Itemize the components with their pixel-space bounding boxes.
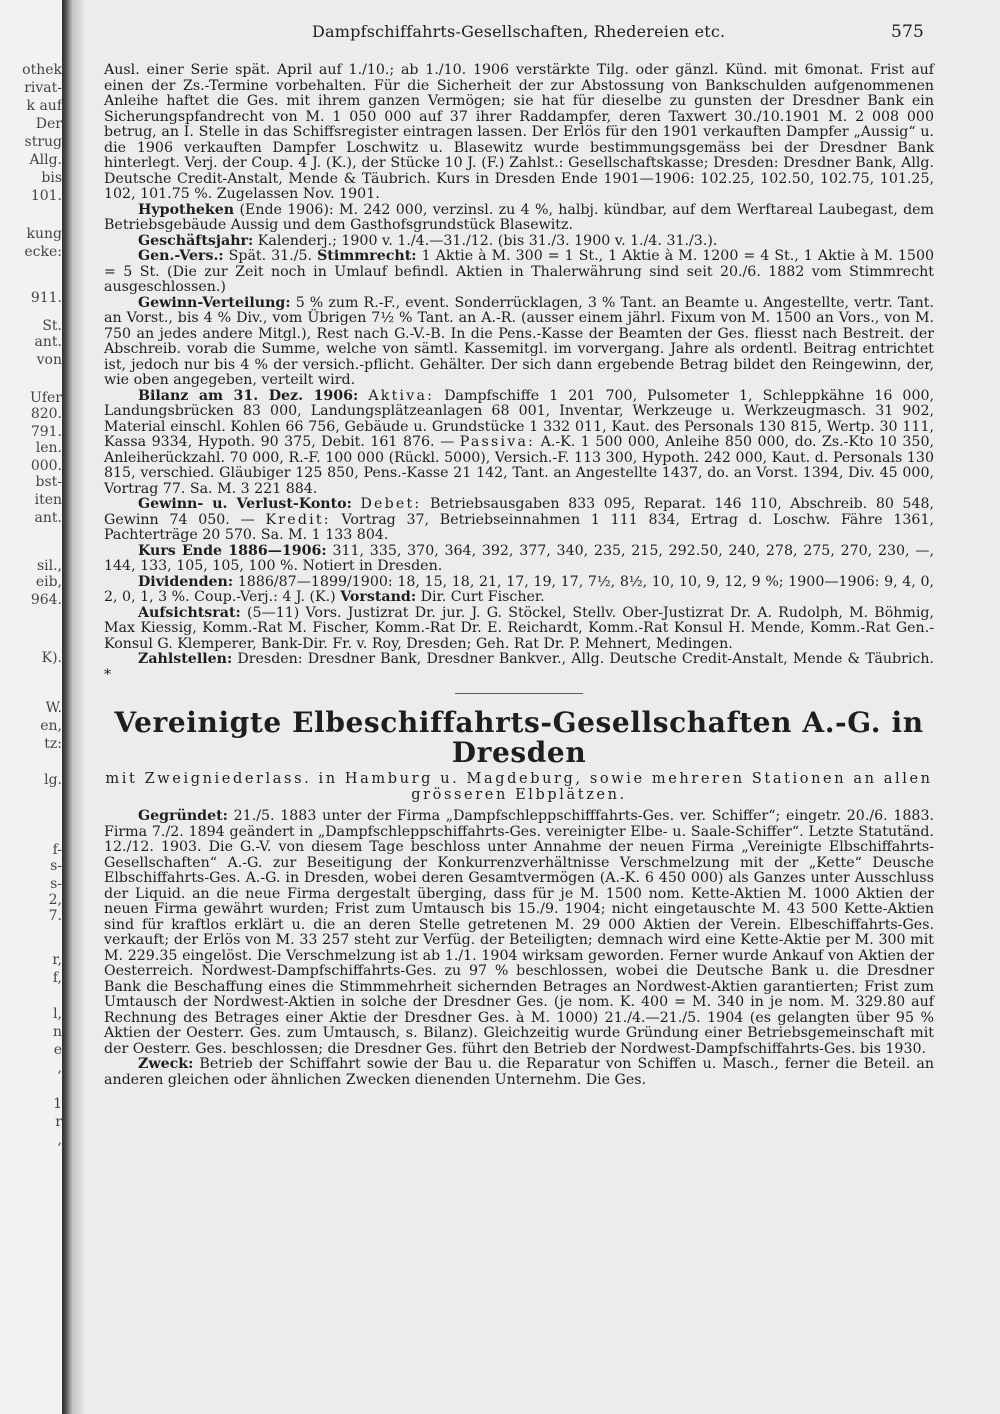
- bilanz-passiva-label: Passiva:: [459, 434, 536, 450]
- zahlstellen-text: Dresden: Dresdner Bank, Dresdner Bankver., Allg. Deutsche Credit-Anstalt, Mende & Täubrich. *: [104, 651, 934, 683]
- margin-fragment: 820.: [30, 406, 62, 422]
- bilanz-aktiva-label: Aktiva:: [368, 387, 435, 404]
- hypotheken-text: (Ende 1906): M. 242 000, verzinsl. zu 4 %, halbj. kündbar, auf dem Werftareal Laubegast, dem Betriebsgebäude Aussig und dem Gasthofsgrundstück Blasewitz.: [104, 201, 934, 233]
- margin-fragment: 911.: [30, 290, 62, 306]
- margin-fragment: tz:: [44, 736, 62, 752]
- zahlstellen-label: Zahlstellen:: [138, 651, 233, 667]
- bilanz-passiva-text: A.-K. 1 500 000, Anleihe 850 000, do. Zs.-Kto 10 350, Anleiherückzahl. 70 000, R.-F. 100 000 (Rückl. 5000), Versich.-F. 113 300, Hypoth. 242 000, Kaut. d. Personals 130 815, verschied. Gläubiger 125 850, Pens.-Kasse 21 142, Tant. an Angestellte 1437, do. an Vorst. 1394, Div. 45 000, Vortrag 77. Sa. M. 3 221 884.: [104, 434, 934, 497]
- margin-fragment: Ufer: [30, 390, 62, 406]
- stimmrecht-label: Stimmrecht:: [317, 248, 417, 264]
- margin-fragment: ,: [57, 1060, 62, 1076]
- margin-fragment: Der: [35, 116, 62, 132]
- page: [104, 18, 934, 1088]
- margin-fragment: en,: [40, 718, 62, 734]
- company-subtitle: mit Zweigniederlass. in Hamburg u. Magdeburg, sowie mehreren Stationen an allen grösseren Elbplätzen.: [105, 771, 933, 803]
- hypotheken-label: Hypotheken: [138, 201, 235, 218]
- margin-fragment: n: [52, 1024, 62, 1040]
- margin-fragment: 2,: [48, 892, 62, 908]
- margin-fragment: 1: [53, 1096, 62, 1112]
- margin-fragment: eib,: [35, 574, 62, 590]
- margin-fragment: K).: [41, 650, 62, 666]
- vorstand-text: Dir. Curt Fischer.: [420, 589, 545, 605]
- page-number: 575: [890, 22, 924, 42]
- margin-fragment: len.: [35, 440, 62, 456]
- zweck-label: Zweck:: [138, 1056, 194, 1072]
- margin-fragment: strug: [24, 134, 62, 150]
- running-header: [104, 18, 934, 46]
- bilanz-label: Bilanz am 31. Dez. 1906:: [138, 387, 359, 404]
- entry1-dividenden: [104, 575, 934, 606]
- margin-fragment: ant.: [34, 334, 62, 350]
- guv-debet-text: Betriebsausgaben 833 095, Reparat. 146 110, Abschreib. 80 548, Gewinn 74 050. —: [104, 496, 935, 528]
- margin-fragment: bis: [41, 170, 62, 186]
- margin-fragment: s-: [50, 876, 62, 892]
- gewinnverteilung-text: 5 % zum R.-F., event. Sonderrücklagen, 3 % Tant. an Beamte u. Angestellte, vertr. Tant. an Vorst., bis 4 % Div., vom Übrigen 7½ % Tant. an A.-R. (ausser einem jährl. Fixum von M. 1500 an Vors., von M. 750 an jedes andere Mitgl.), Rest nach G.-V.-B. In die Pens.-Kasse der Beamten der Ges. fliesst nach Bestreit. der Abschreib. vorab die Summe, welche von sämtl. Kassemitgl. im vorvergang. Jahre als ordentl. Beitrag entrichtet ist, jedoch nur bis 4 % der versich.-pflicht. Gehälter. Der sich dann ergebende Betrag bildet den Reingewinn, der, wie oben angegeben, verteilt wird.: [104, 294, 934, 388]
- aufsichtsrat-text: (5—11) Vors. Justizrat Dr. jur. J. G. Stöckel, Stellv. Ober-Justizrat Dr. A. Rudolph, M. Böhmig, Max Kiessig, Komm.-Rat M. Fischer, Komm.-Rat Dr. E. Reichardt, Komm.-Rat Konsul H. Mende, Komm.-Rat Gen.-Konsul G. Klemperer, Bank-Dir. Fr. v. Roy, Dresden; Geh. Rat Dr. P. Mehnert, Medingen.: [104, 604, 934, 652]
- margin-fragment: sil.,: [36, 558, 62, 574]
- margin-fragment: f-: [52, 842, 62, 858]
- margin-fragment: k auf: [26, 98, 62, 114]
- vorstand-label: Vorstand:: [340, 589, 417, 605]
- company-title: Vereinigte Elbeschiffahrts-Gesellschaften A.-G. in Dresden: [114, 706, 924, 769]
- zweck-text: Betrieb der Schiffahrt sowie der Bau u. die Reparatur von Schiffen u. Masch., ferner die Beteil. an anderen gleichen oder ähnlichen Zwecken dienenden Unternehm. Die Ges.: [104, 1056, 934, 1088]
- entry1-intro-paragraph: [104, 63, 934, 203]
- entry1-aufsichtsrat: [104, 606, 934, 653]
- entry1-guv: [104, 497, 934, 544]
- page-content: [104, 63, 934, 1088]
- margin-fragment: ,: [57, 1132, 62, 1148]
- margin-fragment: kung: [26, 226, 62, 242]
- gewinnverteilung-label: Gewinn-Verteilung:: [138, 294, 291, 311]
- margin-fragment: W.: [45, 700, 62, 716]
- dividenden-text: 1886/87—1899/1900: 18, 15, 18, 21, 17, 19, 17, 7½, 8½, 10, 10, 9, 12, 9 %; 1900—1906: 9, 4, 0, 2, 0, 1, 3 %. Coup.-Verj.: 4 J. (K.): [104, 573, 935, 605]
- geschaeftsjahr-label: Geschäftsjahr:: [138, 232, 254, 249]
- genvers-text: Spät. 31./5.: [228, 248, 313, 264]
- margin-fragment: e: [53, 1042, 62, 1058]
- margin-fragment: s-: [50, 858, 62, 874]
- bilanz-aktiva-text: Dampfschiffe 1 201 700, Pulsometer 1, Schleppkähne 16 000, Landungsbrücken 83 000, Landungsplätzeanlagen 68 001, Inventar, Werkzeuge u. Werkzeugmasch. 31 902, Material einschl. Kohlen 66 756, Gebäude u. Grundstücke 1 332 011, Kaut. des Personals 130 815, Wertp. 30 111, Kassa 9334, Hypoth. 90 375, Debit. 161 876. —: [104, 387, 935, 450]
- dividenden-label: Dividenden:: [138, 573, 234, 590]
- margin-fragment: 964.: [30, 592, 62, 608]
- margin-fragment: iten: [34, 492, 62, 508]
- guv-label: Gewinn- u. Verlust-Konto:: [138, 496, 352, 512]
- margin-fragment: 101.: [30, 188, 62, 204]
- margin-fragment: r: [55, 1114, 62, 1130]
- genvers-label: Gen.-Vers.:: [138, 248, 224, 264]
- entry2-zweck: [104, 1057, 934, 1088]
- margin-fragment: ant.: [34, 510, 62, 526]
- entry1-intro-text: Ausl. einer Serie spät. April auf 1./10.; ab 1./10. 1906 verstärkte Tilg. oder gänzl. Künd. mit 6monat. Frist auf einen der Zs.-Termine vorbehalten. Für die Sicherheit der zur Abstossung von Bankschulden aufgenommenen Anleihe haftet die Ges. mit ihrem ganzen Vermögen; sie hat für dieselbe zu gunsten der Dresdner Bank ein Sicherungspfandrecht von M. 1 050 000 auf 37 ihrer Raddampfer, deren Taxwert 30./10.1901 M. 2 008 000 betrug, an I. Stelle in das Schiffsregister eintragen lassen. Der Erlös für den 1901 verkauften Dampfer „Aussig“ u. die 1906 verkauften Dampfer Loschwitz u. Blasewitz wurde bestimmungsgemäss bei der Dresdner Bank hinterlegt. Verj. der Coup. 4 J. (K.), der Stücke 10 J. (F.) Zahlst.: Gesellschaftskasse; Dresden: Dresdner Bank, Allg. Deutsche Credit-Anstalt, Mende & Täubrich. Kurs in Dresden Ende 1901—1906: 102.25, 102.50, 102.75, 101.25, 102, 101.75 %. Zugelassen Nov. 1901.: [104, 62, 934, 202]
- margin-fragment: rivat-: [24, 80, 62, 96]
- entry1-geschaeftsjahr: [104, 234, 934, 250]
- margin-fragment: lg.: [44, 772, 62, 788]
- margin-fragment: 7.: [48, 908, 62, 924]
- entry2-gegruendet: [104, 809, 934, 1057]
- entry1-hypotheken: [104, 203, 934, 234]
- margin-fragment: othek: [22, 62, 62, 78]
- section-divider: [455, 693, 583, 694]
- book-binding: [62, 0, 72, 1414]
- guv-debet-label: Debet:: [360, 496, 422, 512]
- margin-fragment: r,: [52, 952, 62, 968]
- margin-fragment: St.: [42, 318, 62, 334]
- kurs-text: 311, 335, 370, 364, 392, 377, 340, 235, 215, 292.50, 240, 278, 275, 270, 230, —, 144, 133, 105, 105, 100 %. Notiert in Dresden.: [104, 542, 934, 574]
- margin-fragment: l,: [53, 1006, 62, 1022]
- entry1-bilanz: [104, 389, 934, 498]
- entry1-zahlstellen: [104, 652, 934, 683]
- running-title: Dampfschiffahrts-Gesellschaften, Rhedereien etc.: [312, 22, 726, 41]
- stimmrecht-text: 1 Aktie à M. 300 = 1 St., 1 Aktie à M. 1200 = 4 St., 1 Aktie à M. 1500 = 5 St. (Die zur Zeit noch in Umlauf befindl. Aktien in Thalerwährung sind seit 20./6. 1882 vom Stimmrecht ausgeschlossen.): [104, 248, 934, 295]
- binding-shadow: [72, 0, 86, 1414]
- geschaeftsjahr-text: Kalenderj.; 1900 v. 1./4.—31./12. (bis 31./3. 1900 v. 1./4. 31./3.).: [257, 232, 718, 249]
- margin-fragment: bst-: [35, 474, 62, 490]
- margin-fragment: ecke:: [24, 244, 62, 260]
- margin-fragment: Allg.: [29, 152, 62, 168]
- margin-fragment: von: [36, 352, 62, 368]
- aufsichtsrat-label: Aufsichtsrat:: [138, 604, 241, 621]
- kurs-label: Kurs Ende 1886—1906:: [138, 542, 327, 559]
- gegruendet-label: Gegründet:: [138, 808, 228, 824]
- guv-kredit-label: Kredit:: [265, 511, 331, 528]
- guv-kredit-text: Vortrag 37, Betriebseinnahmen 1 111 834, Ertrag d. Loschw. Fähre 1361, Pachterträge 20 570. Sa. M. 1 133 804.: [104, 511, 934, 543]
- gegruendet-text: 21./5. 1883 unter der Firma „Dampfschleppschifffahrts-Ges. ver. Schiffer“; eingetr. 20./6. 1883. Firma 7./2. 1894 geändert in „Dampfschleppschiffahrts-Ges. vereinigter Elbe- u. Saale-Schiffer“. Letzte Statutänd. 12./12. 1903. Die G.-V. von diesem Tage beschloss unter Annahme der neuen Firma „Vereinigte Elbschiffahrts-Gesellschaften“ A.-G. zur Beseitigung der Konkurrenzverhältnisse Verschmelzung mit der „Kette“ Deusche Elbschiffahrts-Ges. A.-G. in Dresden, wobei deren Gesamtvermögen (A.-K. 6 450 000) als Ganzes unter Ausschluss der Liquid. an die neue Firma dergestalt überging, dass für je M. 1500 nom. Kette-Aktien M. 1000 Aktien der neuen Firma gewährt wurden; Frist zum Umtausch bis 15./9. 1904; nicht eingetauschte M. 43 500 Kette-Aktien sind für kraftlos erklärt u. die an deren Stelle getretenen M. 29 000 Aktien der Verein. Elbeschiffahrts-Ges. verkauft; der Erlös von M. 33 257 steht zur Verfüg. der Beteiligten; demnach wird eine Kette-Aktie per M. 300 mit M. 229.35 eingelöst. Die Verschmelzung ist ab 1./1. 1904 wirksam geworden. Ferner wurde Ankauf von Aktien der Oesterreich. Nordwest-Dampfschiffahrts-Ges. zu 97 % beschlossen, wobei die Deutsche Bank u. die Dresdner Bank die Beschaffung eines die Stimmmehrheit sichernden Betrages an Nordwest-Aktien garantierten; Frist zum Umtausch der Nordwest-Aktien in solche der Dresdner Ges. (je nom. K. 400 = M. 340 in je nom. M. 329.80 auf Rechnung des Betrages einer Aktie der Dresdner Ges. à M. 1000) 21./4.—21./5. 1904 (es gelangten über 95 % Aktien der Oesterr. Ges. zum Umtausch, s. Bilanz). Gleichzeitig wurde Gründung einer Betriebsgemeinschaft mit der Oesterr. Ges. beschlossen; die Dresdner Ges. führt den Betrieb der Nordwest-Dampfschiffahrts-Ges. bis 1930.: [104, 808, 934, 1057]
- margin-fragment: 791.: [30, 424, 62, 440]
- entry1-kurs: [104, 544, 934, 575]
- entry1-gewinnverteilung: [104, 296, 934, 389]
- left-margin-adjacent-page: [0, 0, 66, 1414]
- margin-fragment: f,: [52, 970, 62, 986]
- margin-fragment: 000.: [30, 458, 62, 474]
- entry1-genvers: [104, 249, 934, 296]
